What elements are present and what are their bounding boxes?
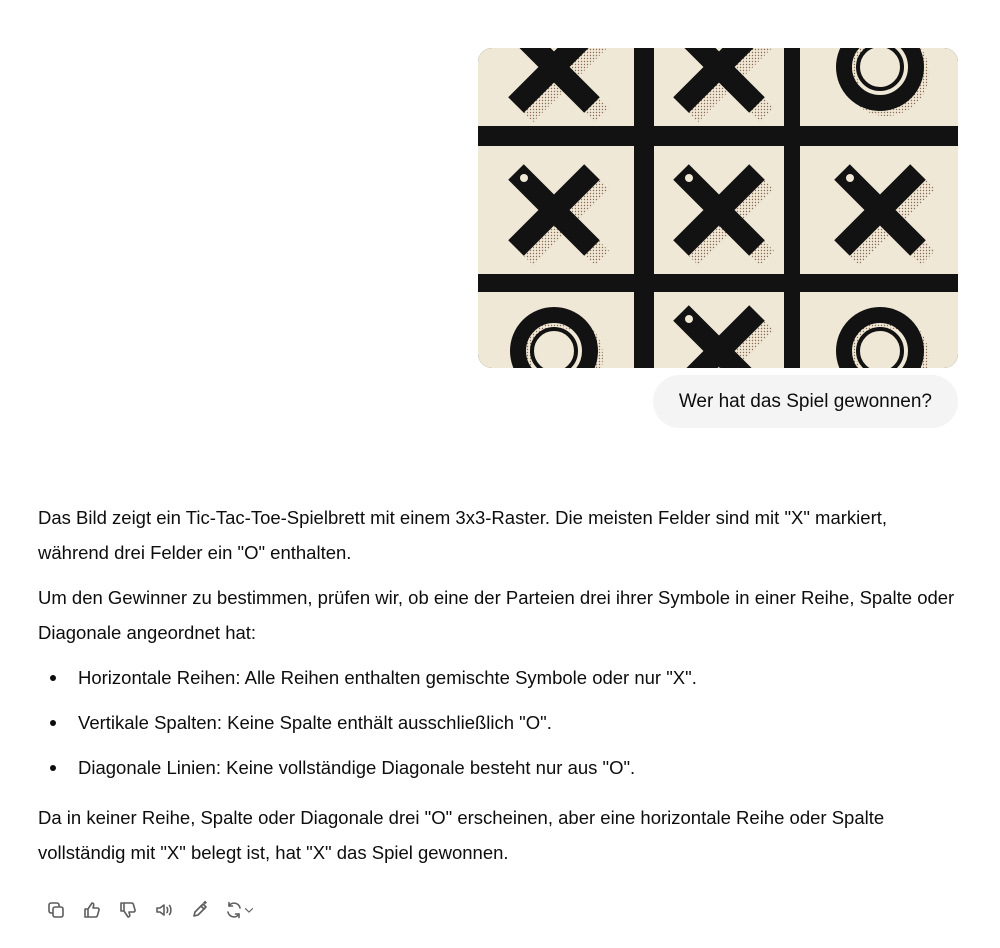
read-aloud-icon [154, 900, 174, 920]
thumbs-up-button[interactable] [74, 895, 110, 925]
answer-list [38, 660, 958, 785]
list-item-text: Diagonale Linien: Keine vollständige Diagonale besteht nur aus "O". [78, 757, 636, 778]
user-message: Wer hat das Spiel gewonnen? [653, 375, 958, 428]
edit-icon [190, 900, 210, 920]
bullet-dot [50, 675, 56, 681]
list-item [38, 705, 958, 740]
list-item [38, 750, 958, 785]
regenerate-button[interactable] [218, 895, 262, 925]
regenerate-icon [224, 900, 244, 920]
thumbs-up-icon [82, 900, 102, 920]
list-item-text: Horizontale Reihen: Alle Reihen enthalten gemischte Symbole oder nur "X". [78, 667, 697, 688]
read-aloud-button[interactable] [146, 895, 182, 925]
list-item [38, 660, 958, 695]
x-highlight [685, 174, 693, 182]
list-item-text: Vertikale Spalten: Keine Spalte enthält ausschließlich "O". [78, 712, 552, 733]
bullet-dot [50, 720, 56, 726]
user-uploaded-image[interactable] [478, 48, 958, 368]
bullet-dot [50, 765, 56, 771]
x-highlight [520, 174, 528, 182]
tic-tac-toe-board [478, 48, 958, 368]
message-actions [38, 895, 262, 925]
answer-conclusion: Da in keiner Reihe, Spalte oder Diagonale drei "O" erscheinen, aber eine horizontale Reihe oder Spalte vollständig mit "X" belegt ist, hat "X" das Spiel gewonnen. [38, 807, 885, 863]
answer-method: Um den Gewinner zu bestimmen, prüfen wir, ob eine der Parteien drei ihrer Symbole in einer Reihe, Spalte oder Diagonale angeordnet hat: [38, 587, 955, 643]
x-highlight [685, 315, 693, 323]
chevron-down-icon [242, 903, 256, 917]
thumbs-down-button[interactable] [110, 895, 146, 925]
edit-button[interactable] [182, 895, 218, 925]
assistant-message [38, 500, 958, 880]
copy-icon [46, 900, 66, 920]
copy-button[interactable] [38, 895, 74, 925]
thumbs-down-icon [118, 900, 138, 920]
answer-intro: Das Bild zeigt ein Tic-Tac-Toe-Spielbrett mit einem 3x3-Raster. Die meisten Felder sind mit "X" markiert, während drei Felder ein "O" enthalten. [38, 507, 888, 563]
x-highlight [846, 174, 854, 182]
